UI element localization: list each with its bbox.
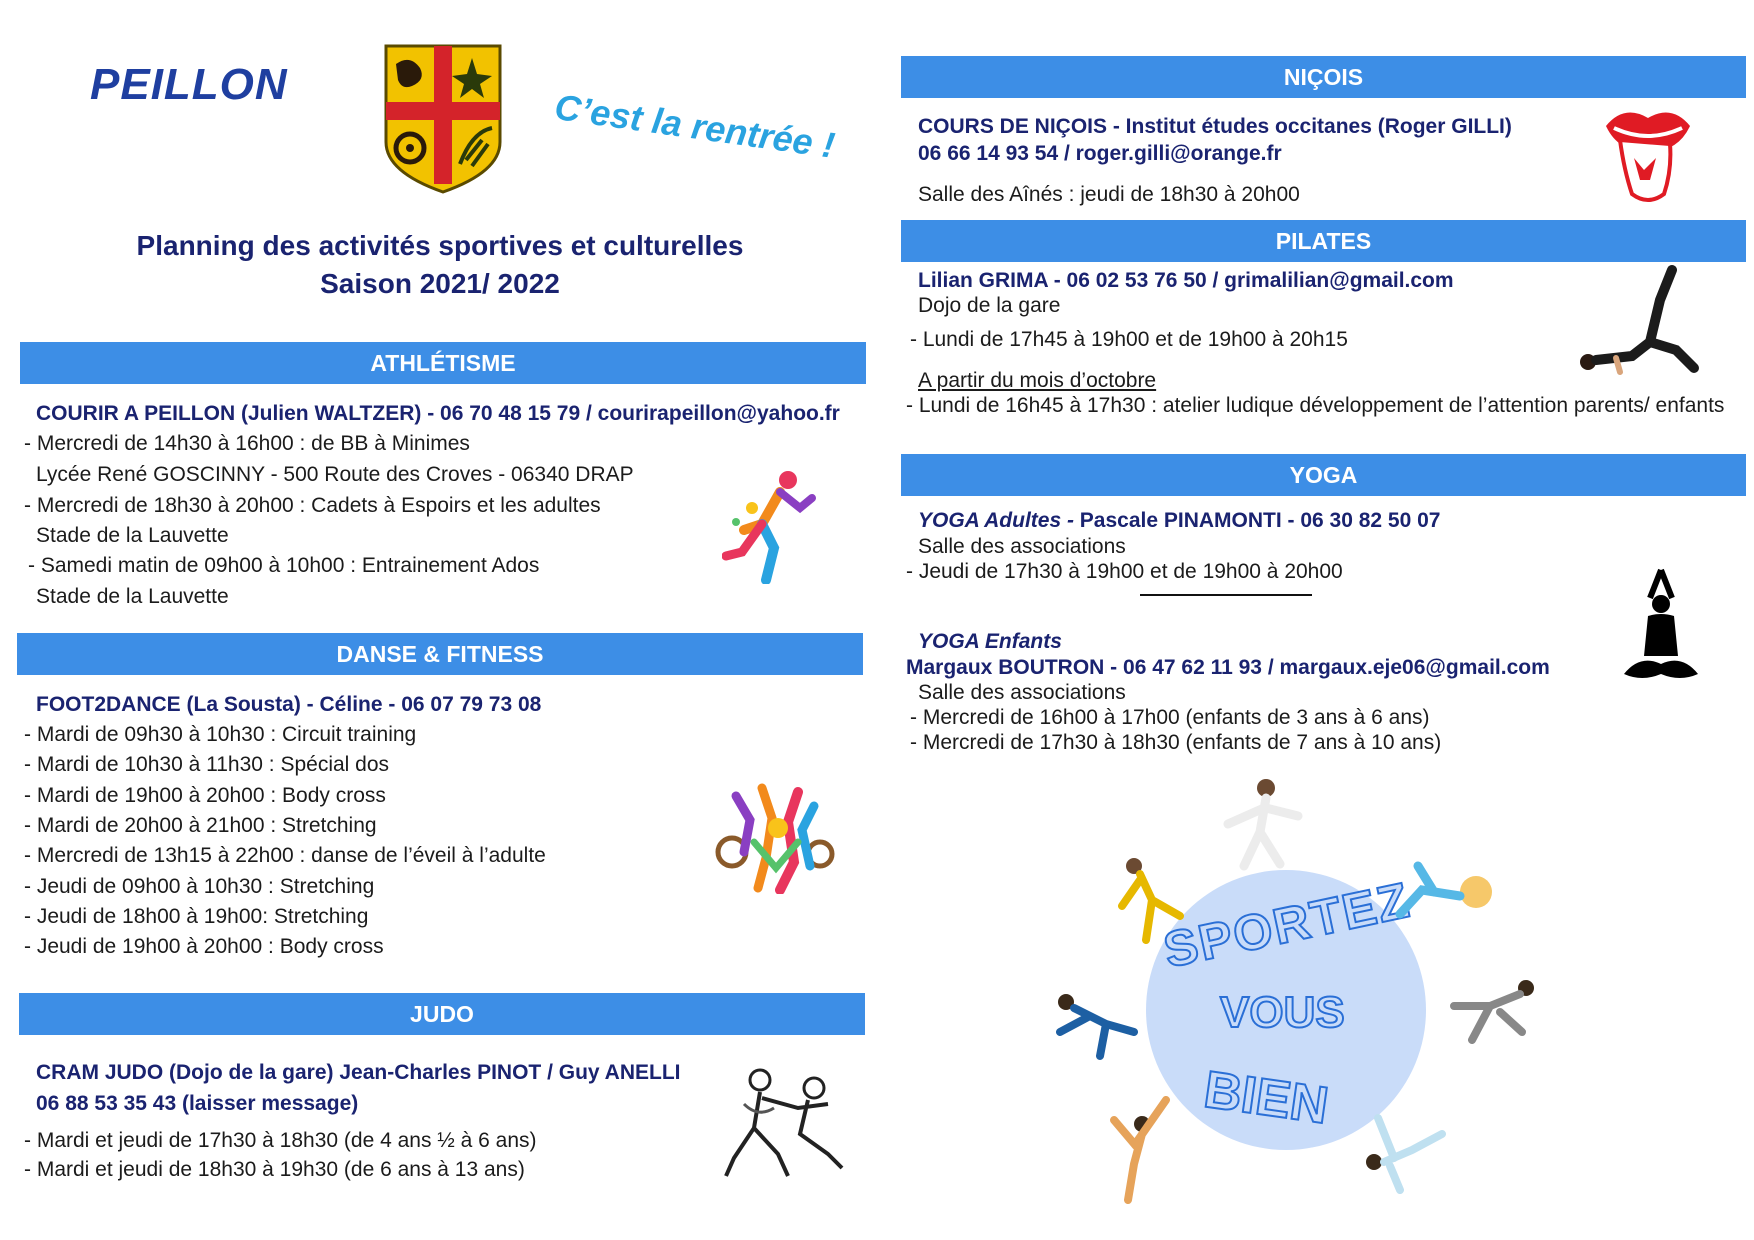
athletes-ring: [1030, 770, 1550, 1210]
divider: [1140, 594, 1312, 596]
nicois-place: Salle des Aînés : jeudi de 18h30 à 20h00: [918, 183, 1300, 206]
athlete-jumper-icon: [1122, 858, 1180, 940]
section-header-nicois: NIÇOIS: [901, 56, 1746, 98]
danse-line: - Mercredi de 13h15 à 22h00 : danse de l’éveil à l’adulte: [24, 844, 546, 867]
pilates-contact: Lilian GRIMA - 06 02 53 76 50 / grimalilian@gmail.com: [918, 269, 1454, 292]
judo-line: - Mardi et jeudi de 17h30 à 18h30 (de 4 ans ½ à 6 ans): [24, 1129, 537, 1152]
athlete-dancer-bottom-left-icon: [1114, 1100, 1166, 1200]
athletisme-club: COURIR A PEILLON (Julien WALTZER) - 06 70 48 15 79 / courirapeillon@yahoo.fr: [36, 402, 840, 425]
athlete-dancer-bottom-right-icon: [1366, 1118, 1442, 1190]
yoga-adults-line: - Jeudi de 17h30 à 19h00 et de 19h00 à 20h00: [906, 560, 1343, 583]
danse-line: - Mardi de 19h00 à 20h00 : Body cross: [24, 784, 386, 807]
yoga-adults-heading: [918, 508, 1440, 534]
yoga-kids-line: - Mercredi de 17h30 à 18h30 (enfants de 7 ans à 10 ans): [910, 731, 1442, 754]
yoga-adults-contact: Pascale PINAMONTI - 06 30 82 50 07: [1073, 509, 1441, 532]
judo-club: CRAM JUDO (Dojo de la gare) Jean-Charles PINOT / Guy ANELLI: [36, 1061, 681, 1084]
danse-line: - Mardi de 20h00 à 21h00 : Stretching: [24, 814, 377, 837]
yoga-adults-place: Salle des associations: [918, 535, 1126, 558]
athletisme-line: - Mercredi de 18h30 à 20h00 : Cadets à Espoirs et les adultes: [24, 494, 601, 517]
athletisme-line: - Mercredi de 14h30 à 16h00 : de BB à Minimes: [24, 432, 470, 455]
danse-line: - Jeudi de 19h00 à 20h00 : Body cross: [24, 935, 384, 958]
athlete-dancer-left-icon: [1058, 994, 1134, 1056]
section-header-yoga: YOGA: [901, 454, 1746, 496]
nicois-club: COURS DE NIÇOIS - Institut études occitanes (Roger GILLI): [918, 115, 1512, 138]
athlete-judoka-icon: [1228, 779, 1298, 866]
runner-icon: [722, 468, 818, 584]
danse-line: - Jeudi de 09h00 à 10h30 : Stretching: [24, 875, 375, 898]
town-title: PEILLON: [90, 60, 288, 109]
section-header-danse: DANSE & FITNESS: [17, 633, 863, 675]
yoga-adults-title: YOGA Adultes -: [918, 509, 1074, 532]
season: Saison 2021/ 2022: [320, 268, 560, 299]
yoga-kids-place: Salle des associations: [918, 681, 1126, 704]
athletisme-line: Lycée René GOSCINNY - 500 Route des Croves - 06340 DRAP: [36, 463, 634, 486]
judo-line: - Mardi et jeudi de 18h30 à 19h30 (de 6 ans à 13 ans): [24, 1158, 525, 1181]
yoga-kids-title: YOGA Enfants: [918, 630, 1062, 653]
globe-word: SPORTEZ: [1158, 871, 1416, 979]
judo-phone: 06 88 53 35 43 (laisser message): [36, 1092, 359, 1115]
athlete-cartoon-icon: [1400, 866, 1492, 914]
tagline: C’est la rentrée !: [552, 86, 838, 166]
coat-of-arms-icon: [382, 44, 504, 194]
yoga-icon: [1620, 568, 1702, 688]
judo-icon: [718, 1058, 846, 1182]
dancers-icon: [714, 782, 836, 894]
pilates-october: A partir du mois d’octobre: [918, 369, 1157, 392]
nicois-contact: 06 66 14 93 54 / roger.gilli@orange.fr: [918, 142, 1282, 165]
athletisme-line: Stade de la Lauvette: [36, 585, 229, 608]
athlete-breakdancer-icon: [1454, 980, 1534, 1040]
planning-title: Planning des activités sportives et culturelles: [136, 230, 744, 261]
lips-icon: [1600, 100, 1696, 208]
danse-line: - Jeudi de 18h00 à 19h00: Stretching: [24, 905, 369, 928]
section-header-judo: JUDO: [19, 993, 865, 1035]
athletisme-line: - Samedi matin de 09h00 à 10h00 : Entrainement Ados: [28, 554, 540, 577]
athletisme-line: Stade de la Lauvette: [36, 524, 229, 547]
globe-word: VOUS: [1220, 988, 1345, 1037]
danse-line: - Mardi de 10h30 à 11h30 : Spécial dos: [24, 753, 390, 776]
yoga-kids-line: - Mercredi de 16h00 à 17h00 (enfants de 3 ans à 6 ans): [910, 706, 1430, 729]
pilates-icon: [1576, 264, 1706, 376]
globe-word: BIEN: [1200, 1060, 1332, 1136]
section-header-athletisme: ATHLÉTISME: [20, 342, 866, 384]
yoga-kids-contact: Margaux BOUTRON - 06 47 62 11 93 / margaux.eje06@gmail.com: [906, 656, 1550, 679]
danse-club: FOOT2DANCE (La Sousta) - Céline - 06 07 79 73 08: [36, 693, 542, 716]
pilates-place: Dojo de la gare: [918, 294, 1061, 317]
pilates-line: - Lundi de 17h45 à 19h00 et de 19h00 à 20h15: [910, 328, 1348, 351]
section-header-pilates: PILATES: [901, 220, 1746, 262]
pilates-line: - Lundi de 16h45 à 17h30 : atelier ludique développement de l’attention parents/ enfants: [906, 394, 1725, 417]
danse-line: - Mardi de 09h30 à 10h30 : Circuit training: [24, 723, 417, 746]
